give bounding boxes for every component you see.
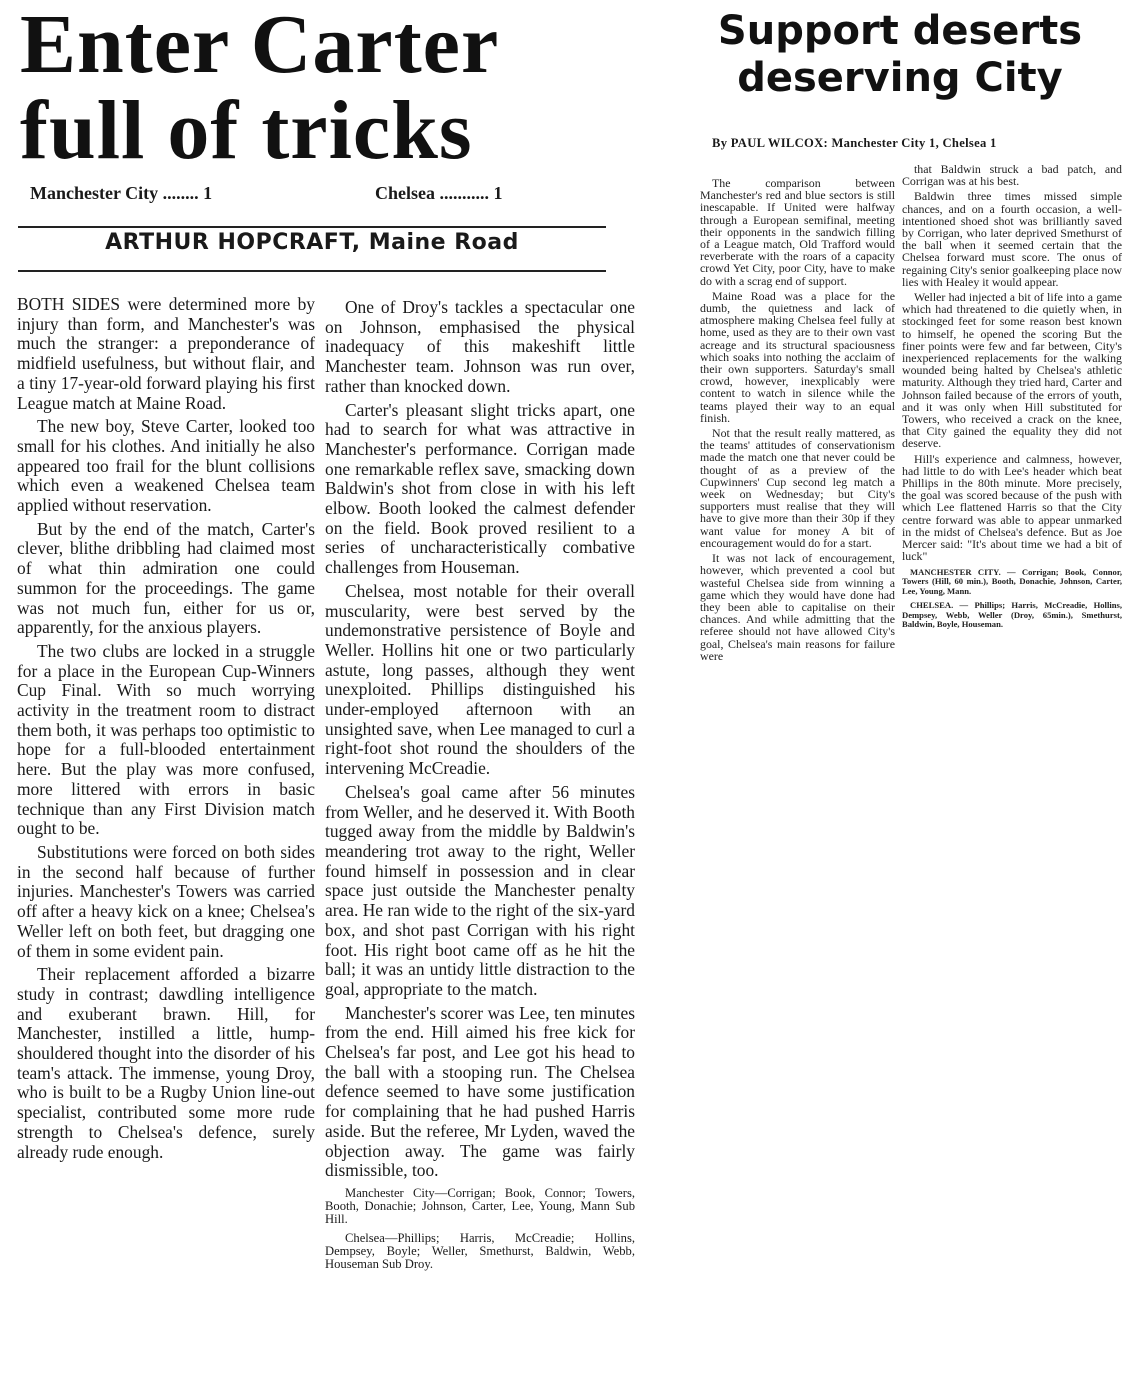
paragraph: Manchester's scorer was Lee, ten minutes from the end. Hill aimed his free kick for Chelsea's far post, and Lee got his head to the ball with a stooping run. The Chelsea defence seemed to have some justification for complaining that he had pushed Harris aside. But the referee, Mr Lyden, waved the objection away. The game was fairly dismissible, too. <box>325 1002 635 1181</box>
headline-right-line1: Support deserts <box>717 8 1083 54</box>
paragraph: Not that the result really mattered, as the teams' attitudes of conservationism made the match one that never could be thought of as a preview of the Cupwinners' Cup second leg match a week on Wednesday; but City's supporters must realise that they will have to give more than their 30p if they want value for money A bit of encouragement would do for a start. <box>700 426 895 550</box>
team-lineup-manchester: MANCHESTER CITY. — Corrigan; Book, Connor, Towers (Hill, 60 min.), Booth, Donachie, Johnson, Carter, Lee, Young, Mann. <box>902 566 1122 596</box>
article-right-column-2 <box>902 163 1122 630</box>
headline-right <box>690 8 1110 102</box>
paragraph: Hill's experience and calmness, however, had little to do with Lee's header which beat Phillips in the 80th minute. More precisely, the goal was scored because of the push with which Lee flattened Harris so that the City centre forward was able to appear unmarked in the midst of Chelsea's defence. But as Joe Mercer said: "It's about time we had a bit of luck" <box>902 451 1122 564</box>
paragraph: One of Droy's tackles a spectacular one on Johnson, emphasised the physical inadequacy of this makeshift little Manchester team. Johnson was run over, rather than knocked down. <box>325 297 635 396</box>
score-team1: Manchester City ........ 1 <box>30 183 213 203</box>
score-line <box>30 183 590 204</box>
headline-left <box>20 0 580 177</box>
article-right-column-1 <box>700 177 895 662</box>
paragraph: Maine Road was a place for the dumb, the quietness and lack of atmosphere making Chelsea feel fully at home, used as they are to their own vast acreage and its structural spaciousness which soaks into nothing the acclaim of their own supporters. Saturday's small crowd, however, inexplicably were content to watch in silence while the teams played their way to an equal finish. <box>700 288 895 425</box>
paragraph: Carter's pleasant slight tricks apart, one had to search for what was attractive in Manchester's performance. Corrigan made one remarkable reflex save, smacking down Baldwin's shot from close in with his left elbow. Booth looked the calmest defender on the field. Book proved resilient to a series of uncharacteristically combative challenges from Houseman. <box>325 399 635 578</box>
paragraph: The new boy, Steve Carter, looked too small for his clothes. And initially he also appeared too frail for the blunt collisions which even a weakened Chelsea team applied without reservation. <box>17 416 315 516</box>
paragraph: Their replacement afforded a bizarre study in contrast; dawdling intelligence and exuberant brawn. Hill, for Manchester, instilled a little, hump-shouldered thought into the disorder of his team's attack. The immense, young Droy, who is built to be a Rugby Union line-out specialist, contributed some more rude strength to Chelsea's defence, surely already rude enough. <box>17 964 315 1162</box>
rule-bottom <box>18 270 606 272</box>
team-lineup-manchester: Manchester City—Corrigan; Book, Connor; Towers, Booth, Donachie; Johnson, Carter, Lee, Young, Mann Sub Hill. <box>325 1185 635 1226</box>
paragraph: The two clubs are locked in a struggle for a place in the European Cup-Winners Cup Final. With so much worrying activity in the treatment room to distract them both, it was perhaps too optimistic to hope for a full-blooded entertainment here. But the play was more confused, more littered with errors in basic technique than any First Division match ought to be. <box>17 640 315 839</box>
team-lineup-chelsea: CHELSEA. — Phillips; Harris, McCreadie, Hollins, Dempsey, Webb, Weller (Droy, 65min.), Smethurst, Baldwin, Boyle, Houseman. <box>902 600 1122 630</box>
byline-left: ARTHUR HOPCRAFT, Maine Road <box>105 230 519 255</box>
paragraph: Substitutions were forced on both sides in the second half because of further injuries. Manchester's Towers was carried off after a heavy kick on a knee; Chelsea's Weller left on both feet, but dragging one of them in some evident pain. <box>17 841 315 961</box>
paragraph: But by the end of the match, Carter's clever, blithe dribbling had claimed most of what thin admiration one could summon for the proceedings. The game was not much fun, either for us or, apparently, for the anxious players. <box>17 518 315 638</box>
paragraph: Weller had injected a bit of life into a game which had threatened to die quietly when, in stockinged feet for some reason best known to himself, he opened the scoring But the finer points were few and far between, City's inexperienced replacements for the walking wounded being halted by Chelsea's athletic maturity. Although they tried hard, Carter and Johnson failed because of the errors of youth, and it was only when Hill substituted for Towers, who received a crack on the knee, that City gained the equality they did not deserve. <box>902 290 1122 451</box>
paragraph: It was not lack of encouragement, however, which prevented a cool but wasteful Chelsea side from winning a game which they would have done had they been able to capitalise on their chances. And while admitting that the referee should not have allowed City's goal, Chelsea's main reasons for failure were <box>700 551 895 663</box>
article-left-column-2 <box>325 298 635 1271</box>
headline-right-line2: deserving City <box>737 55 1063 101</box>
paragraph: The comparison between Manchester's red and blue sectors is still inescapable. If United were halfway through a European semifinal, meeting their opponents in the sandwich filling of a League match, Old Trafford would reverberate with the roars of a capacity crowd Yet City, poor City, have to make do with a scrag end of support. <box>700 176 895 288</box>
score-team2: Chelsea ........... 1 <box>375 183 503 203</box>
paragraph: Baldwin three times missed simple chances, and on a fourth occasion, a well-intentioned shoed shot was brilliantly saved by Corrigan, who later deprived Smethurst of the ball when it seemed certain that the Chelsea forward must score. The onus of regaining City's senior goalkeeping place now lies with Healey it would appear. <box>902 189 1122 289</box>
paragraph: that Baldwin struck a bad patch, and Corrigan was at his best. <box>902 162 1122 189</box>
rule-top <box>18 226 606 228</box>
byline-right: By PAUL WILCOX: Manchester City 1, Chelsea 1 <box>712 136 997 150</box>
paragraph: BOTH SIDES were determined more by injury than form, and Manchester's was much the stranger: a preponderance of midfield usefulness, but without flair, and a tiny 17-year-old forward playing his first League match at Maine Road. <box>17 294 315 413</box>
team-lineup-chelsea: Chelsea—Phillips; Harris, McCreadie; Hollins, Dempsey, Boyle; Weller, Smethurst, Baldwin, Webb, Houseman Sub Droy. <box>325 1230 635 1271</box>
headline-left-line1: Enter Carter <box>20 0 500 91</box>
headline-left-line2: full of tricks <box>20 84 473 177</box>
article-left-column-1 <box>17 295 315 1162</box>
paragraph: Chelsea, most notable for their overall muscularity, were best served by the undemonstrative persistence of Boyle and Weller. Hollins hit one or two particularly astute, long passes, although they went unexploited. Phillips distinguished his under-employed afternoon with an unsighted save, when Lee managed to curl a right-foot shot round the shoulders of the intervening McCreadie. <box>325 580 635 779</box>
paragraph: Chelsea's goal came after 56 minutes from Weller, and he deserved it. With Booth tugged away from the middle by Baldwin's meandering trot away to the right, Weller found himself in possession and in clear space just outside the Manchester penalty area. He ran wide to the right of the six-yard box, and shot past Corrigan with his right foot. His right boot came off as he hit the ball; it was an untidy little distraction to the goal, appropriate to the match. <box>325 781 635 999</box>
